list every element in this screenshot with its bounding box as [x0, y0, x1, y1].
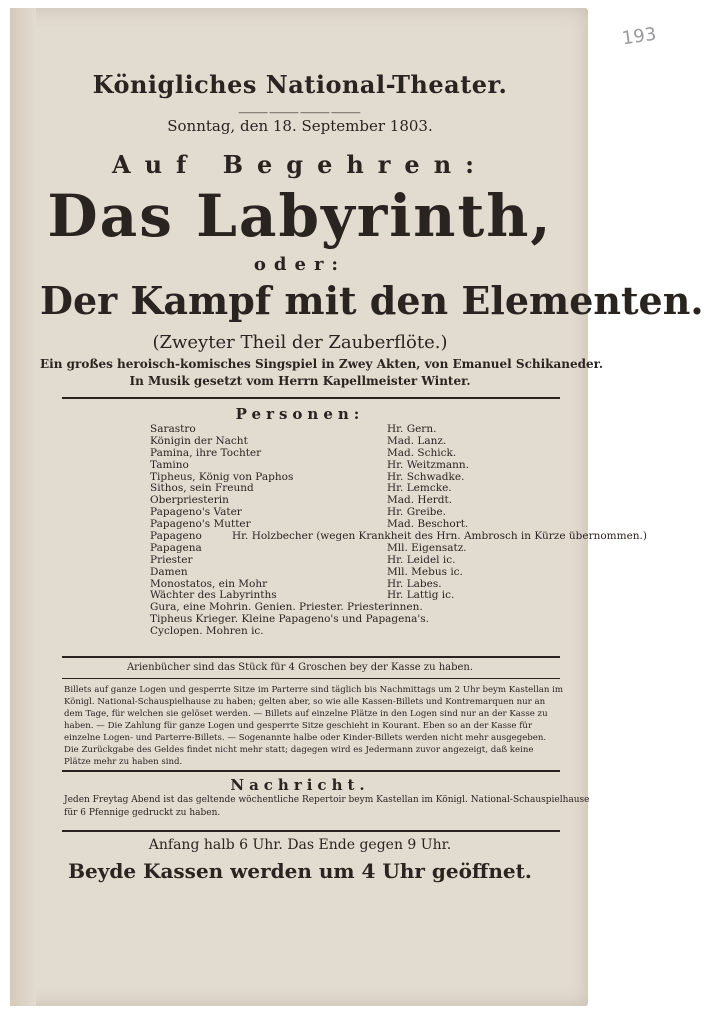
cast-role: Priester — [150, 553, 193, 566]
cast-list — [150, 423, 647, 638]
cast-actor: Hr. Holzbecher (wegen Krankheit des Hrn. Ambrosch in Kürze übernommen.) — [232, 530, 647, 543]
start-end-times: Anfang halb 6 Uhr. Das Ende gegen 9 Uhr. — [148, 837, 452, 853]
cast-role: Damen — [150, 565, 188, 578]
cast-role: Monostatos, ein Mohr — [150, 577, 268, 590]
cast-role: Papagena — [150, 541, 202, 554]
cast-row — [150, 590, 570, 602]
cast-row-papageno — [150, 530, 647, 543]
billets-paragraph — [64, 684, 564, 768]
cast-actor: Hr. Weitzmann. — [387, 458, 470, 471]
oder-label: oder: — [253, 254, 347, 275]
divider-rule — [62, 770, 560, 772]
billets-line: Die Zurückgabe des Geldes findet nicht mehr statt; dagegen wird es Jedermann zuvor angezeigt, daß keine — [64, 745, 534, 755]
arienbuecher-note: Arienbücher sind das Stück für 4 Groschen bey der Kasse zu haben. — [126, 662, 474, 673]
cast-actor: Hr. Lemcke. — [387, 482, 452, 495]
cast-actor: Mad. Beschort. — [387, 518, 469, 531]
cast-actor: Hr. Gern. — [387, 423, 437, 435]
pencil-note: 193 — [620, 23, 658, 50]
cast-row — [150, 448, 570, 460]
cast-actor: Mad. Herdt. — [387, 494, 453, 507]
play-subtitle: (Zweyter Theil der Zauberflöte.) — [152, 332, 448, 353]
divider-rule — [62, 656, 560, 658]
cast-actor: Mll. Mebus ic. — [387, 565, 463, 578]
cast-role: Tamino — [150, 458, 189, 471]
by-request-heading: Auf Begehren: — [111, 150, 489, 179]
billets-line: haben. — Die Zahlung für ganze Logen und gesperrte Sitze geschieht in Kourant. Eben so an der Kasse für — [64, 721, 533, 731]
paper-fold-edge — [10, 8, 36, 1006]
cast-role: Sarastro — [150, 423, 196, 435]
cast-extras: Gura, eine Mohrin. Genien. Priester. Priesterinnen. — [150, 601, 423, 614]
personen-heading: Personen: — [235, 405, 365, 423]
cast-actor: Hr. Lattig ic. — [387, 589, 455, 602]
billets-line: Plätze mehr zu haben sind. — [64, 757, 183, 767]
cast-role: Oberpriesterin — [150, 494, 229, 507]
nachricht-line: Jeden Freytag Abend ist das geltende wöchentliche Repertoir beym Kastellan im Königl. National-Schauspielhause — [64, 795, 590, 805]
nachricht-line: für 6 Pfennige gedruckt zu haben. — [64, 808, 221, 818]
billets-line: Billets auf ganze Logen und gesperrte Sitze im Parterre sind täglich bis Nachmittags um 2 Uhr beym Kastellan im — [64, 685, 564, 695]
divider-rule — [62, 830, 560, 832]
cast-actor: Mad. Schick. — [387, 446, 457, 459]
cast-role: Papageno's Mutter — [150, 518, 251, 531]
billets-line: Königl. National-Schauspielhause zu haben; gelten aber, so wie alle Kassen-Billets und Kontremarquen nur an — [64, 697, 546, 707]
cast-actor: Hr. Schwadke. — [387, 470, 465, 483]
play-description: Ein großes heroisch-komisches Singspiel in Zwey Akten, von Emanuel Schikaneder. — [40, 357, 604, 371]
cast-actor: Mll. Eigensatz. — [387, 541, 467, 554]
ornament-divider: ⸻⸻⸻⸻ — [238, 105, 362, 119]
cast-role: Papageno's Vater — [150, 506, 242, 519]
cast-row — [150, 555, 570, 567]
cast-actor: Hr. Labes. — [387, 577, 442, 590]
cast-extras: Cyclopen. Mohren ic. — [150, 625, 264, 638]
performance-date: Sonntag, den 18. September 1803. — [167, 117, 433, 135]
cast-actor: Mad. Lanz. — [387, 434, 447, 447]
billets-line: dem Tage, für welchen sie gelöset werden. — Billets auf einzelne Plätze in den Logen sind nur an der Kasse zu — [64, 709, 548, 719]
composer-credit: In Musik gesetzt vom Herrn Kapellmeister Winter. — [129, 374, 471, 388]
cast-role: Königin der Nacht — [150, 434, 248, 447]
billets-line: einzelne Logen- und Parterre-Billets. — Sogenannte halbe oder Kinder-Billets werden nicht mehr ausgegeben. — [64, 733, 547, 743]
cast-role: Wächter des Labyrinths — [150, 589, 277, 602]
divider-rule — [62, 678, 560, 679]
cast-actor: Hr. Greibe. — [387, 506, 446, 519]
box-office-opening: Beyde Kassen werden um 4 Uhr geöffnet. — [68, 859, 532, 883]
cast-role: Tipheus, König von Paphos — [150, 470, 294, 483]
theatre-title: Königliches National-Theater. — [92, 70, 508, 99]
cast-role: Sithos, sein Freund — [150, 482, 254, 495]
cast-row — [150, 543, 570, 555]
cast-extras: Tipheus Krieger. Kleine Papageno's und Papagena's. — [150, 613, 430, 626]
cast-role: Pamina, ihre Tochter — [150, 446, 262, 459]
divider-rule — [62, 397, 560, 399]
cast-actor: Hr. Leidel ic. — [387, 553, 456, 566]
cast-role: Papageno — [150, 530, 202, 543]
nachricht-heading: Nachricht. — [230, 776, 370, 794]
play-title: Das Labyrinth, — [47, 182, 553, 250]
nachricht-text — [64, 794, 590, 820]
play-alt-title: Der Kampf mit den Elementen. — [40, 278, 704, 323]
